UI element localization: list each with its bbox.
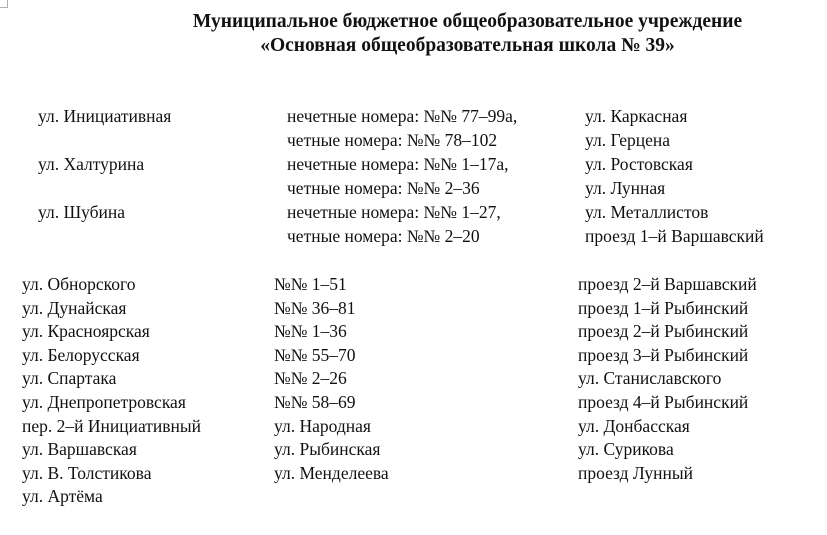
street-name: ул. Герцена	[585, 130, 671, 150]
street-name: ул. Днепропетровская	[22, 391, 186, 412]
street-name: ул. Инициативная	[38, 106, 172, 126]
section1-streets-column	[38, 104, 171, 248]
street-name: ул. Дунайская	[22, 297, 127, 318]
street-name: проезд Лунный	[578, 462, 693, 483]
page-corner-mark	[0, 0, 8, 8]
document-title	[0, 10, 827, 58]
house-numbers: нечетные номера: №№ 77–99а,	[287, 106, 518, 126]
section2-column-2	[274, 272, 389, 484]
street-or-numbers: ул. Рыбинская	[274, 439, 381, 460]
section1-right-column	[585, 104, 764, 248]
street-name: проезд 4–й Рыбинский	[578, 391, 749, 412]
street-name: ул. Металлистов	[585, 202, 709, 222]
street-name: ул. Спартака	[22, 368, 117, 389]
street-name: проезд 1–й Варшавский	[585, 226, 764, 246]
street-or-numbers: №№ 2–26	[274, 368, 347, 389]
street-name: ул. Халтурина	[38, 154, 145, 174]
street-name: ул. Белорусская	[22, 344, 140, 365]
section1-numbers-column	[287, 104, 517, 248]
street-name: пер. 2–й Инициативный	[22, 415, 202, 436]
street-name: ул. Варшавская	[22, 439, 137, 460]
house-numbers: нечетные номера: №№ 1–17а,	[287, 154, 509, 174]
section2-column-3	[578, 272, 757, 484]
street-name	[38, 128, 171, 152]
street-name	[38, 176, 171, 200]
street-name: ул. Донбасская	[578, 415, 690, 436]
street-name: проезд 3–й Рыбинский	[578, 344, 749, 365]
street-or-numbers: №№ 58–69	[274, 391, 356, 412]
street-name	[38, 224, 171, 248]
street-or-numbers: №№ 1–51	[274, 274, 347, 294]
street-or-numbers: №№ 36–81	[274, 297, 356, 318]
house-numbers: нечетные номера: №№ 1–27,	[287, 202, 501, 222]
street-name: проезд 2–й Варшавский	[578, 274, 757, 294]
street-or-numbers: №№ 1–36	[274, 321, 347, 342]
street-or-numbers: ул. Менделеева	[274, 462, 389, 483]
street-or-numbers: ул. Народная	[274, 415, 371, 436]
street-name: ул. Артёма	[22, 486, 103, 507]
street-name: ул. Шубина	[38, 202, 126, 222]
street-name: ул. Лунная	[585, 178, 666, 198]
street-name: проезд 1–й Рыбинский	[578, 297, 749, 318]
street-name: ул. В. Толстикова	[22, 462, 152, 483]
title-line-1: Муниципальное бюджетное общеобразовательное учреждение	[192, 11, 743, 32]
street-or-numbers: №№ 55–70	[274, 344, 356, 365]
street-name: ул. Каркасная	[585, 106, 688, 126]
street-name: ул. Станиславского	[578, 368, 722, 389]
house-numbers: четные номера: №№ 2–36	[287, 178, 480, 198]
section2-column-1	[22, 272, 201, 508]
street-name: ул. Обнорского	[22, 274, 136, 294]
street-name: ул. Ростовская	[585, 154, 693, 174]
house-numbers: четные номера: №№ 78–102	[287, 130, 498, 150]
street-name: ул. Сурикова	[578, 439, 674, 460]
street-name: ул. Красноярская	[22, 321, 150, 342]
house-numbers: четные номера: №№ 2–20	[287, 226, 480, 246]
title-line-2: «Основная общеобразовательная школа № 39»	[260, 35, 675, 56]
street-name: проезд 2–й Рыбинский	[578, 321, 749, 342]
